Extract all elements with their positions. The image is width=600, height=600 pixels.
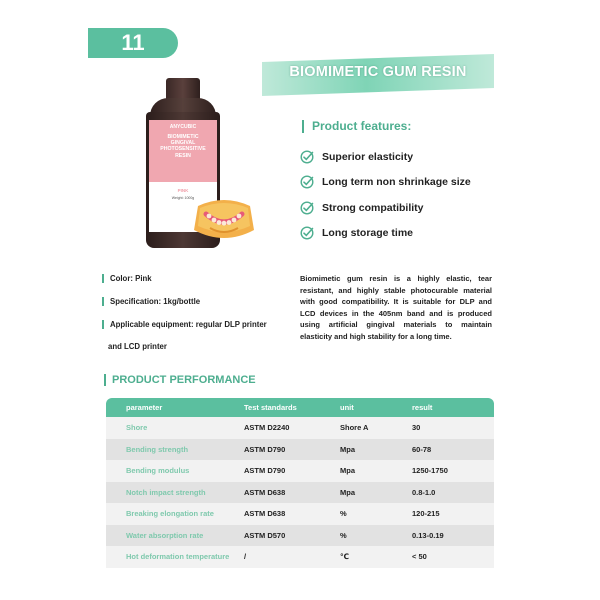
check-icon — [300, 150, 314, 164]
table-row — [106, 525, 494, 547]
page-number: 11 — [121, 30, 145, 55]
table-cell: Shore A — [340, 417, 412, 439]
denture-model-image — [192, 196, 256, 242]
page-number-tab — [88, 28, 178, 58]
table-cell: % — [340, 525, 412, 547]
table-row — [106, 460, 494, 482]
column-header: parameter — [106, 398, 244, 417]
table-cell: 0.8-1.0 — [412, 482, 494, 504]
table-cell: ASTM D638 — [244, 482, 340, 504]
check-icon — [300, 201, 314, 215]
bottle-brand: ANYCUBIC — [169, 124, 197, 130]
bottle-product-name: BIOMIMETIC GINGIVAL PHOTOSENSITIVE RESIN — [160, 134, 206, 159]
table-cell: 1250-1750 — [412, 460, 494, 482]
table-cell: 120-215 — [412, 503, 494, 525]
spec-color: Color: Pink — [102, 274, 152, 283]
table-cell: 30 — [412, 417, 494, 439]
table-cell: ASTM D570 — [244, 525, 340, 547]
table-cell: Bending modulus — [106, 460, 244, 482]
table-cell: 60-78 — [412, 439, 494, 461]
features-list — [300, 144, 471, 246]
spec-equipment: Applicable equipment: regular DLP printer — [102, 320, 267, 329]
table-cell: 0.13-0.19 — [412, 525, 494, 547]
table-cell: ASTM D790 — [244, 439, 340, 461]
table-cell: ASTM D638 — [244, 503, 340, 525]
features-heading: Product features: — [302, 120, 411, 133]
table-cell: / — [244, 546, 340, 568]
table-cell: ASTM D790 — [244, 460, 340, 482]
table-cell: Mpa — [340, 439, 412, 461]
table-cell: Bending strength — [106, 439, 244, 461]
table-row — [106, 439, 494, 461]
table-cell: < 50 — [412, 546, 494, 568]
performance-heading: PRODUCT PERFORMANCE — [104, 374, 256, 386]
table-cell: Mpa — [340, 460, 412, 482]
table-cell: Water absorption rate — [106, 525, 244, 547]
feature-item: Long storage time — [300, 221, 471, 247]
table-cell: Breaking elongation rate — [106, 503, 244, 525]
bottle-weight: Weight: 1000g — [171, 196, 195, 200]
table-cell: Notch impact strength — [106, 482, 244, 504]
page-title: BIOMIMETIC GUM RESIN — [289, 64, 467, 80]
performance-table — [106, 398, 494, 568]
bottle-color: PINK — [177, 188, 189, 193]
table-row — [106, 546, 494, 568]
feature-item: Long term non shrinkage size — [300, 170, 471, 196]
feature-item: Superior elasticity — [300, 144, 471, 170]
table-cell: Mpa — [340, 482, 412, 504]
table-header-row — [106, 398, 494, 417]
table-cell: ASTM D2240 — [244, 417, 340, 439]
column-header: unit — [340, 398, 412, 417]
product-description: Biomimetic gum resin is a highly elastic, tear resistant, and highly stable photocurable material with good compatibility. It is suitable for DLP and LCD devices in the 405nm band and is produced using artificial gingival materials to maintain elasticity and high stability for a long time. — [300, 274, 492, 341]
table-row — [106, 482, 494, 504]
check-icon — [300, 175, 314, 189]
column-header: result — [412, 398, 494, 417]
table-cell: % — [340, 503, 412, 525]
table-row — [106, 417, 494, 439]
table-cell: Hot deformation temperature — [106, 546, 244, 568]
bottle-cap — [166, 78, 200, 100]
feature-item: Strong compatibility — [300, 195, 471, 221]
table-cell: ℃ — [340, 546, 412, 568]
spec-specification: Specification: 1kg/bottle — [102, 297, 200, 306]
table-cell: Shore — [106, 417, 244, 439]
check-icon — [300, 226, 314, 240]
spec-equipment-cont: and LCD printer — [108, 342, 167, 351]
table-row — [106, 503, 494, 525]
column-header: Test standards — [244, 398, 340, 417]
